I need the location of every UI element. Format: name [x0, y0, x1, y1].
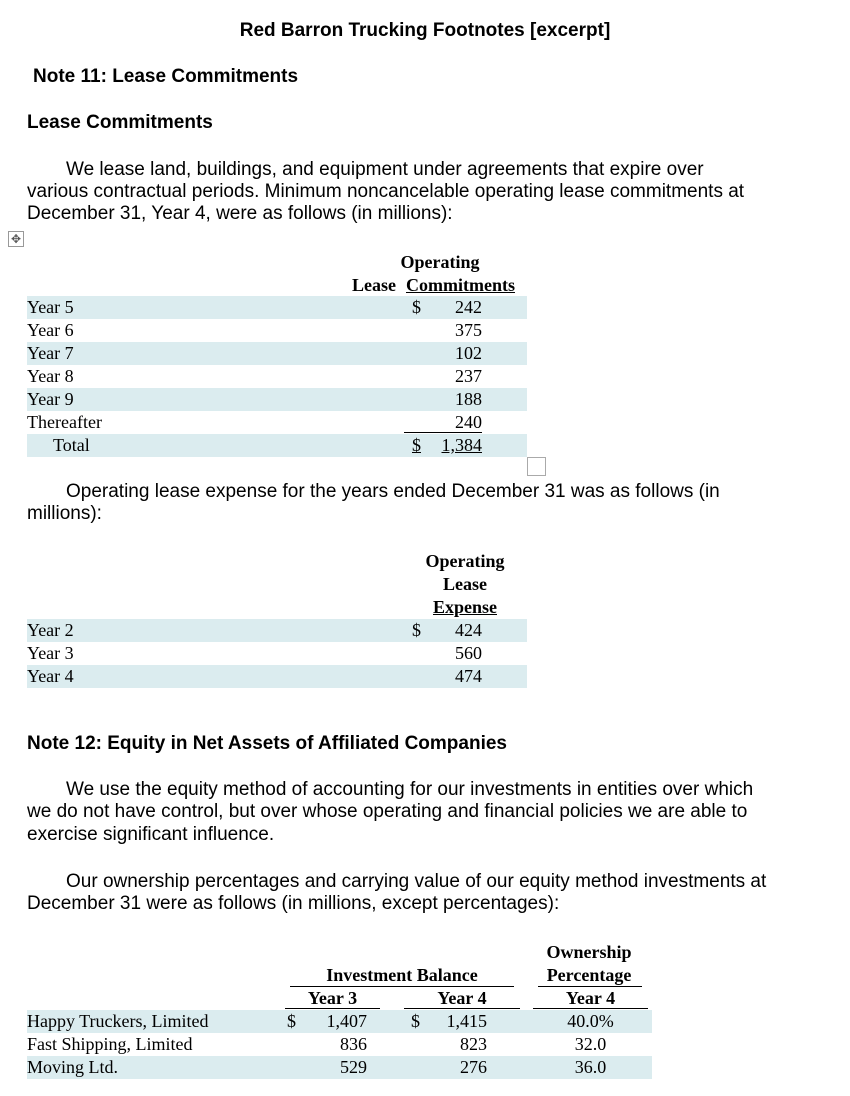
row-label: Fast Shipping, Limited	[27, 1034, 193, 1054]
header-rule	[533, 1008, 648, 1009]
row-label: Year 9	[27, 389, 74, 409]
row-label: Thereafter	[27, 412, 102, 432]
table-row	[27, 1010, 652, 1033]
paragraph-line: Operating lease expense for the years ended December 31 was as follows (in	[66, 481, 720, 502]
table-row	[27, 434, 527, 457]
resize-handle[interactable]	[527, 457, 546, 476]
table3-header: Year 3	[307, 988, 358, 1008]
table1-header: Lease	[352, 275, 396, 295]
investment-year4: 823	[460, 1034, 487, 1054]
row-label: Happy Truckers, Limited	[27, 1011, 209, 1031]
investment-year4: 276	[460, 1057, 487, 1077]
row-value: 375	[455, 320, 482, 340]
currency-symbol: $	[412, 297, 421, 317]
investment-year3: 529	[340, 1057, 367, 1077]
row-value: 237	[455, 366, 482, 386]
row-value: 240	[455, 412, 482, 432]
paragraph-line: Our ownership percentages and carrying value of our equity method investments at	[66, 871, 767, 892]
table-row	[27, 365, 527, 388]
table2-header: Lease	[443, 574, 487, 594]
table-row	[27, 411, 527, 434]
row-label: Year 3	[27, 643, 74, 663]
row-label: Year 6	[27, 320, 74, 340]
table-row	[27, 388, 527, 411]
row-label: Year 2	[27, 620, 74, 640]
row-label: Moving Ltd.	[27, 1057, 119, 1077]
table-row	[27, 665, 527, 688]
table2-header: Expense	[432, 597, 497, 617]
table1-header: Commitments	[406, 275, 515, 295]
row-label: Total	[53, 435, 90, 455]
table-row	[27, 1033, 652, 1056]
header-rule	[404, 1008, 520, 1009]
table3-header: Percentage	[546, 965, 632, 985]
note-11-heading: Note 11: Lease Commitments	[33, 66, 299, 87]
paragraph-line: we do not have control, but over whose operating and financial policies we are able to	[27, 801, 748, 822]
paragraph-line: December 31, Year 4, were as follows (in millions):	[27, 203, 453, 224]
paragraph-line: December 31 were as follows (in millions, except percentages):	[27, 893, 560, 914]
currency-symbol: $	[411, 1011, 420, 1031]
table-row	[27, 1056, 652, 1079]
table-row	[27, 619, 527, 642]
row-value: 242	[455, 297, 482, 317]
table1-header: Operating	[400, 252, 480, 272]
table-row	[27, 319, 527, 342]
table-move-handle-icon[interactable]: ✥	[8, 231, 24, 247]
row-value: 102	[455, 343, 482, 363]
paragraph-line: millions):	[27, 503, 102, 524]
row-label: Year 5	[27, 297, 74, 317]
table3-header: Investment Balance	[326, 965, 478, 985]
document-title: Red Barron Trucking Footnotes [excerpt]	[239, 20, 611, 41]
row-value: 424	[455, 620, 482, 640]
note-12-heading: Note 12: Equity in Net Assets of Affiliated Companies	[27, 733, 508, 754]
row-value: 188	[455, 389, 482, 409]
row-label: Year 7	[27, 343, 74, 363]
table-row	[27, 296, 527, 319]
ownership-percentage: 40.0%	[567, 1011, 614, 1031]
currency-symbol: $	[287, 1011, 296, 1031]
header-rule	[285, 1008, 380, 1009]
row-value: 474	[455, 666, 482, 686]
row-label: Year 4	[27, 666, 74, 686]
table2-header: Operating	[425, 551, 505, 571]
table-row	[27, 642, 527, 665]
row-label: Year 8	[27, 366, 74, 386]
investment-year4: 1,415	[446, 1011, 487, 1031]
table3-header: Ownership	[546, 942, 632, 962]
currency-symbol: $	[412, 435, 421, 455]
paragraph-line: exercise significant influence.	[27, 824, 275, 845]
investment-year3: 836	[340, 1034, 367, 1054]
table3-header: Year 4	[437, 988, 487, 1008]
table3-header: Year 4	[565, 988, 616, 1008]
lease-commitments-subheading: Lease Commitments	[27, 112, 213, 133]
paragraph-line: We use the equity method of accounting for our investments in entities over which	[66, 779, 754, 800]
ownership-percentage: 36.0	[574, 1057, 607, 1077]
ownership-percentage: 32.0	[574, 1034, 607, 1054]
paragraph-line: We lease land, buildings, and equipment under agreements that expire over	[66, 159, 704, 180]
investment-year3: 1,407	[326, 1011, 367, 1031]
table-row	[27, 342, 527, 365]
paragraph-line: various contractual periods. Minimum noncancelable operating lease commitments at	[27, 181, 745, 202]
currency-symbol: $	[412, 620, 421, 640]
row-value: 1,384	[441, 435, 482, 455]
row-value: 560	[455, 643, 482, 663]
